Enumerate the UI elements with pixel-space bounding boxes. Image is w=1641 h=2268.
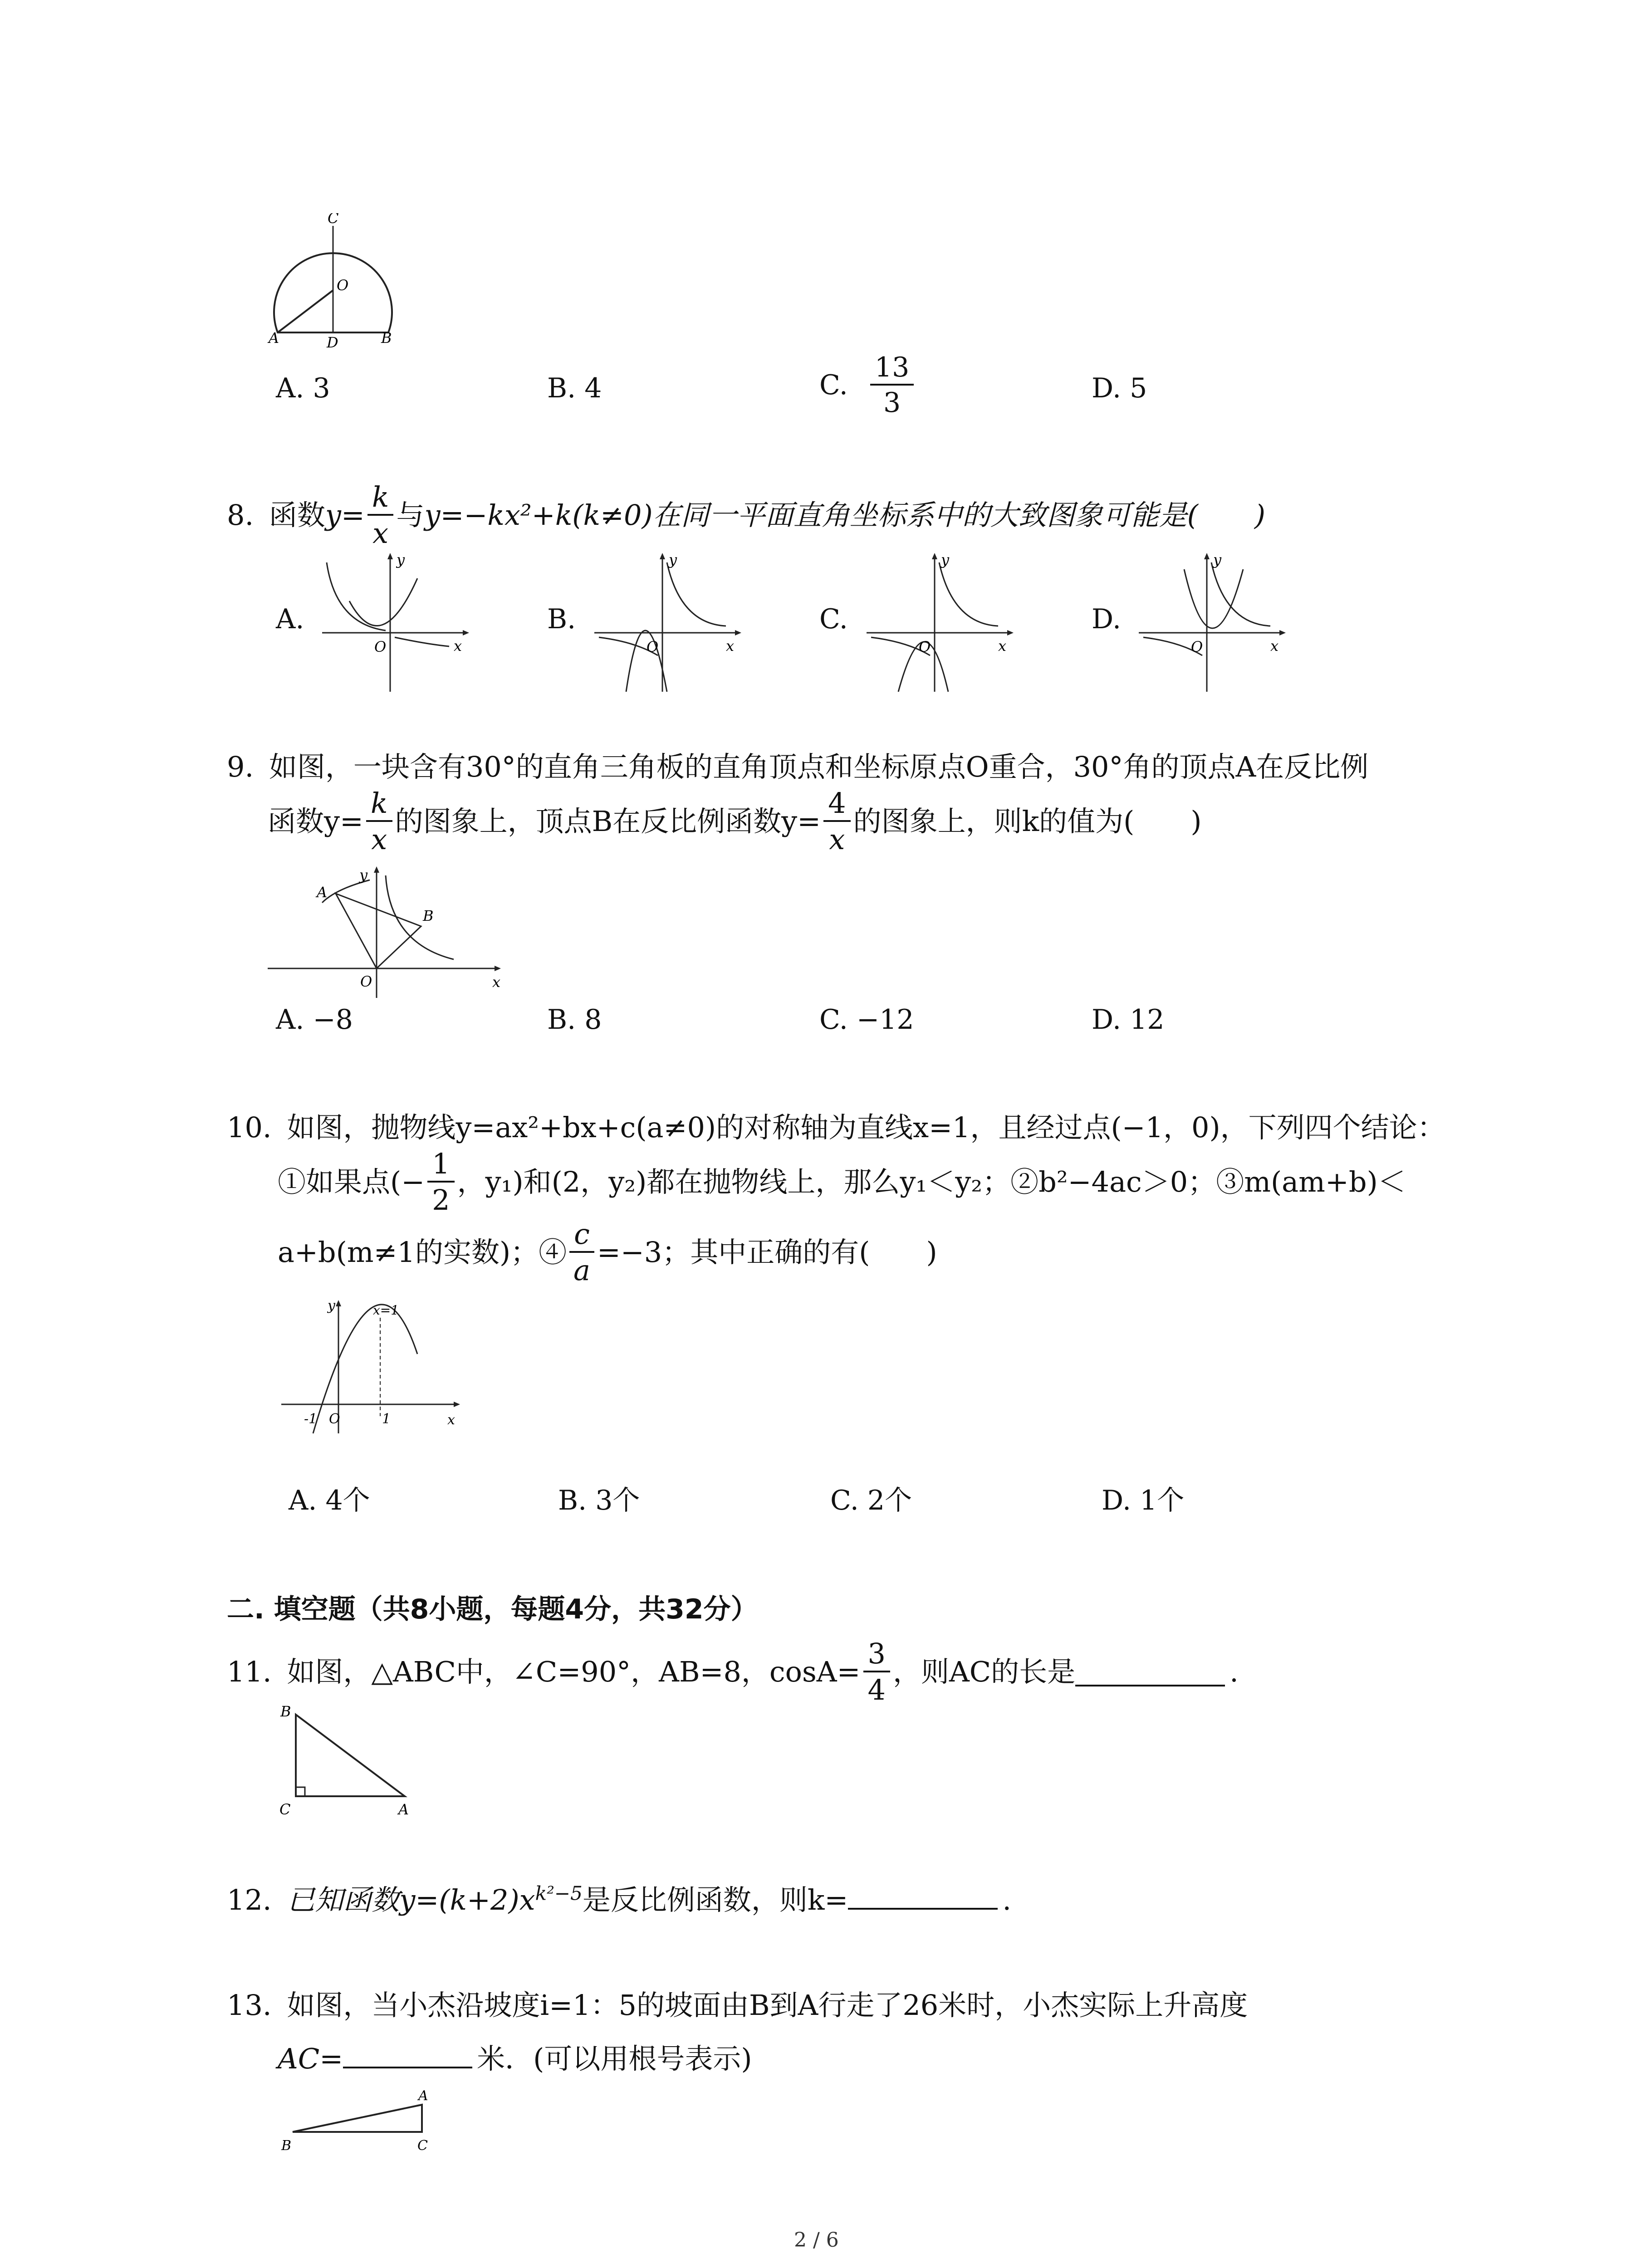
q9-option-a[interactable]: A. −8 [276, 1004, 353, 1036]
q10-stem [227, 1111, 1445, 1144]
q12-end: . [1002, 1883, 1012, 1916]
q10-option-b[interactable]: B. 3个 [558, 1485, 640, 1516]
q13-answer-blank[interactable] [343, 2041, 472, 2068]
q10-label-x1: x=1 [373, 1303, 399, 1318]
q8a-axis-y: y [397, 551, 405, 568]
q10-frac-half-num: 1 [427, 1150, 454, 1183]
q7-option-c-fraction [870, 352, 914, 419]
q7-option-c[interactable] [819, 352, 916, 419]
q10-line-3b: =−3；其中正确的有( ) [597, 1236, 937, 1269]
q9-frac-4-den: x [829, 823, 845, 856]
q9-line-1: 如图，一块含有30°的直角三角板的直角顶点和坐标原点O重合，30°角的顶点A在反比例 [269, 750, 1369, 783]
q13-stem [227, 1989, 1248, 2022]
q8a-origin: O [374, 638, 387, 655]
q9-line-2 [268, 789, 1202, 854]
page-number: 2 / 6 [794, 2229, 839, 2252]
q9-option-c[interactable]: C. −12 [819, 1004, 914, 1036]
q12-exponent: k²−5 [535, 1882, 583, 1905]
q7-circle-figure [259, 213, 408, 349]
q11-stem [227, 1637, 1239, 1706]
q10-label-x: x [447, 1412, 455, 1428]
q13-line-2 [278, 2041, 752, 2073]
q8c-origin: O [919, 638, 931, 655]
q9-frac-k-den: x [371, 823, 387, 856]
q11-frac-den: 4 [867, 1673, 886, 1706]
q9-line-2b: 的图象上，顶点B在反比例函数y= [395, 805, 821, 838]
q10-label-y: y [328, 1298, 335, 1314]
q8-option-c[interactable]: C. [819, 603, 848, 635]
q8a-axis-x: x [454, 637, 462, 655]
q11-triangle-figure [272, 1701, 422, 1819]
q12-number: 12. [227, 1883, 272, 1916]
q13-line-2a: AC= [278, 2042, 343, 2075]
q8-frac-num: k [367, 483, 394, 516]
q7-option-c-num: 13 [870, 354, 914, 386]
q7-option-a[interactable]: A. 3 [276, 372, 330, 404]
q10-label-minus1: -1 [304, 1411, 318, 1427]
q10-fraction-ca [569, 1217, 594, 1287]
q9-fraction-k [366, 789, 392, 854]
q11-label-a: A [398, 1801, 409, 1818]
q7-option-c-den: 3 [883, 387, 901, 419]
q13-label-b: B [281, 2138, 292, 2154]
q7-option-d[interactable]: D. 5 [1092, 372, 1147, 404]
q10-line-3 [278, 1217, 937, 1287]
q9-option-b[interactable]: B. 8 [547, 1004, 602, 1036]
q8d-axis-x: x [1270, 637, 1279, 655]
q7-label-d: D [327, 334, 338, 349]
q7-label-c: C [328, 213, 339, 227]
q12-text-b: 是反比例函数，则k= [582, 1883, 848, 1916]
q8-y: y [325, 499, 341, 532]
q10-line-3a: a+b(m≠1的实数)；④ [278, 1236, 567, 1269]
q11-text-a: 如图，△ABC中，∠C=90°，AB=8，cosA= [287, 1655, 861, 1688]
q9-label-y: y [359, 866, 368, 884]
q8-text-2: 与 [396, 499, 425, 532]
q10-fraction-half [427, 1147, 454, 1217]
q13-line-1: 如图，当小杰沿坡度i=1：5的坡面由B到A行走了26米时，小杰实际上升高度 [287, 1989, 1248, 2022]
q10-label-1: 1 [382, 1411, 391, 1427]
q7-option-c-label: C. [819, 369, 848, 401]
q11-label-c: C [279, 1801, 291, 1818]
q7-label-a: A [269, 329, 279, 347]
q10-frac-ca-den: a [573, 1254, 591, 1287]
q8-option-b[interactable]: B. [547, 603, 576, 635]
q10-line-2 [278, 1147, 1406, 1217]
q9-line-2a: 函数y= [268, 805, 363, 838]
q8-stem [227, 480, 1266, 550]
q9-line-2c: 的图象上，则k的值为( ) [853, 805, 1202, 838]
q8-graph-c [862, 551, 1016, 696]
q10-frac-half-den: 2 [432, 1183, 450, 1217]
q8c-axis-x: x [998, 637, 1007, 655]
q8-option-d[interactable]: D. [1092, 603, 1122, 635]
q13-line-2b: 米．(可以用根号表示) [477, 2042, 752, 2075]
q11-frac-num: 3 [863, 1640, 890, 1672]
q10-line-2a: ①如果点(− [278, 1165, 425, 1198]
q10-number: 10. [227, 1111, 272, 1144]
q10-label-o: O [329, 1411, 340, 1427]
q12-text-a: 已知函数y=(k+2)x [287, 1883, 535, 1916]
q11-number: 11. [227, 1655, 272, 1688]
q12-answer-blank[interactable] [848, 1882, 998, 1910]
q8-graph-a [318, 551, 472, 696]
q8-graph-d [1134, 551, 1288, 696]
q9-option-d[interactable]: D. 12 [1092, 1004, 1165, 1036]
q9-label-a: A [317, 884, 328, 901]
q10-option-d[interactable]: D. 1个 [1102, 1485, 1185, 1516]
q8-frac-den: x [372, 517, 389, 550]
q8-rest: y=−kx²+k(k≠0)在同一平面直角坐标系中的大致图象可能是( ) [424, 499, 1266, 532]
q13-label-c: C [417, 2138, 428, 2154]
q10-parabola-figure [277, 1297, 467, 1442]
q8b-axis-x: x [726, 637, 735, 655]
q10-line-2b: ，y₁)和(2，y₂)都在抛物线上，那么y₁＜y₂；②b²−4ac＞0；③m(am+b)＜ [457, 1165, 1406, 1198]
q11-text-b: ，则AC的长是 [892, 1655, 1076, 1688]
q13-number: 13. [227, 1989, 272, 2022]
q11-fraction [863, 1637, 890, 1706]
q8-eq: = [341, 499, 365, 532]
q11-end: . [1230, 1655, 1239, 1688]
q9-stem [227, 750, 1369, 783]
q8-fraction [367, 480, 394, 550]
q8-text-1: 函数 [269, 499, 325, 532]
q7-option-b[interactable]: B. 4 [547, 372, 602, 404]
q10-option-c[interactable]: C. 2个 [830, 1485, 912, 1516]
q9-number: 9. [227, 750, 254, 783]
q8d-origin: O [1191, 638, 1203, 655]
q9-frac-4-num: 4 [823, 789, 850, 822]
q8b-axis-y: y [669, 551, 677, 568]
q10-frac-ca-num: c [569, 1220, 594, 1253]
q10-option-a[interactable]: A. 4个 [289, 1485, 370, 1516]
q8-number: 8. [227, 499, 254, 532]
q9-fraction-4 [823, 789, 850, 854]
q10-line-1: 如图，抛物线y=ax²+bx+c(a≠0)的对称轴为直线x=1，且经过点(−1，0)，下列四个结论： [287, 1111, 1445, 1144]
q8-graph-b [590, 551, 744, 696]
q9-figure [263, 862, 508, 1002]
q8b-origin: O [647, 638, 659, 655]
q11-answer-blank[interactable] [1075, 1657, 1225, 1686]
q8c-axis-y: y [941, 551, 950, 568]
q9-frac-k-num: k [366, 789, 392, 822]
q13-slope-figure [272, 2087, 445, 2155]
q9-label-o: O [360, 973, 372, 990]
q7-label-b: B [381, 329, 392, 347]
q8d-axis-y: y [1213, 551, 1222, 568]
section-2-heading: 二. 填空题（共8小题，每题4分，共32分） [227, 1593, 758, 1625]
q12-stem [227, 1882, 1011, 1914]
q13-label-a: A [418, 2088, 428, 2104]
q8-option-a[interactable]: A. [276, 603, 304, 635]
q7-label-o: O [337, 277, 349, 294]
q9-label-b: B [423, 907, 434, 924]
q9-label-x: x [492, 973, 501, 991]
q11-label-b: B [280, 1703, 291, 1720]
